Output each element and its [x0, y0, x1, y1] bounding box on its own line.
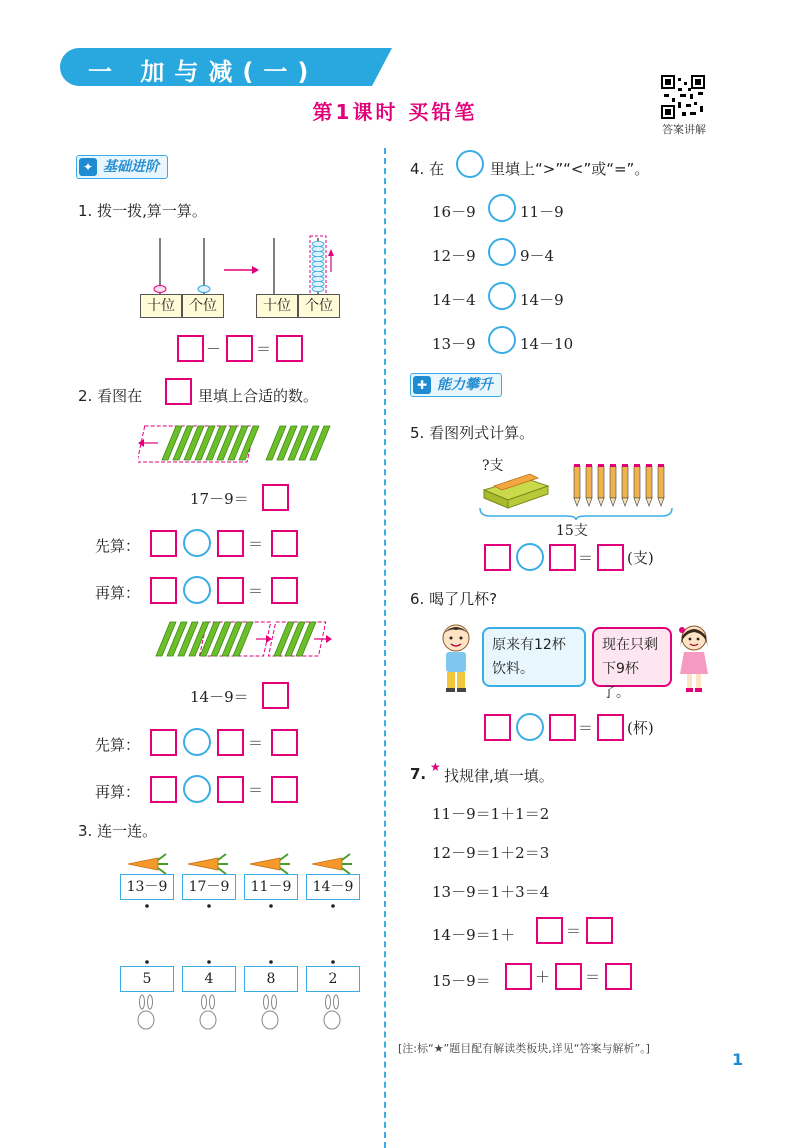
q4-row3-circle[interactable] — [488, 282, 516, 310]
q6-operator-circle[interactable] — [516, 713, 544, 741]
q2-then1-box-a[interactable] — [150, 577, 177, 604]
q7-line5-equals: ＝ — [585, 968, 601, 986]
q7-line-5-prefix: 15－9＝ — [432, 972, 491, 990]
q1-minus: － — [206, 340, 222, 358]
footer-note: [注:标“★”题目配有解读类板块,详见“答案与解析”。] — [398, 1042, 650, 1055]
q2-first2-box-b[interactable] — [217, 729, 244, 756]
abacus-label-tens-1: 十位 — [140, 294, 182, 318]
q7-line5-box-b[interactable] — [555, 963, 582, 990]
page-number: 1 — [732, 1050, 744, 1069]
q3-answer-1: 5 — [120, 966, 174, 992]
q1-title: 1. 拨一拨,算一算。 — [78, 202, 207, 220]
q5-unknown-label: ?支 — [482, 458, 504, 474]
q5-box-a[interactable] — [484, 544, 511, 571]
section-basic-label: 基础进阶 — [103, 159, 159, 175]
q2-first-label-1: 先算： — [95, 537, 141, 555]
pencil-box-and-pencils — [478, 456, 674, 520]
q1-answer-box-2[interactable] — [226, 335, 253, 362]
q2-first2-box-a[interactable] — [150, 729, 177, 756]
q3-answer-2: 4 — [182, 966, 236, 992]
q7-line-4-prefix: 14－9＝1＋ — [432, 926, 516, 944]
q2-then1-equals: ＝ — [248, 582, 264, 600]
q5-unit: (支) — [627, 549, 654, 567]
q4-row3-left: 14－4 — [432, 291, 476, 309]
q7-line5-box-c[interactable] — [605, 963, 632, 990]
column-divider — [384, 148, 386, 1148]
q1-answer-box-1[interactable] — [177, 335, 204, 362]
q6-equals: ＝ — [578, 719, 594, 737]
q7-line-1: 11－9＝1＋1＝2 — [432, 805, 550, 823]
q7-line5-plus: ＋ — [535, 968, 551, 986]
q2-equation-1: 17－9＝ — [190, 490, 249, 508]
q3-expr-1: 13－9 — [120, 874, 174, 900]
q1-answer-box-3[interactable] — [276, 335, 303, 362]
q1-equals: ＝ — [256, 340, 272, 358]
q2-then2-equals: ＝ — [248, 781, 264, 799]
q6-box-b[interactable] — [549, 714, 576, 741]
q4-row4-circle[interactable] — [488, 326, 516, 354]
q4-title-pre: 4. 在 — [410, 160, 445, 178]
girl-speech-bubble: 现在只剩下9杯了。 — [592, 627, 672, 687]
q6-box-a[interactable] — [484, 714, 511, 741]
q2-first2-equals: ＝ — [248, 734, 264, 752]
q2-title-post: 里填上合适的数。 — [198, 387, 319, 405]
q7-line4-equals: ＝ — [566, 922, 582, 940]
q2-then-label-2: 再算： — [95, 783, 141, 801]
rabbit-icons — [124, 994, 364, 1034]
q3-connection-dots — [120, 900, 360, 970]
q3-expr-2: 17－9 — [182, 874, 236, 900]
q4-row2-left: 12－9 — [432, 247, 476, 265]
q2-first1-equals: ＝ — [248, 535, 264, 553]
qr-caption: 答案讲解 — [662, 123, 706, 136]
q2-first1-box-b[interactable] — [217, 530, 244, 557]
q2-equation-2: 14－9＝ — [190, 688, 249, 706]
q5-operator-circle[interactable] — [516, 543, 544, 571]
q7-line-3: 13－9＝1＋3＝4 — [432, 883, 550, 901]
section-tag-basic — [76, 155, 168, 179]
q2-then2-box-c[interactable] — [271, 776, 298, 803]
q4-row1-left: 16－9 — [432, 203, 476, 221]
q3-title: 3. 连一连。 — [78, 822, 158, 840]
qr-code-icon[interactable] — [660, 74, 706, 120]
q2-eq2-answer-box[interactable] — [262, 682, 289, 709]
climber-icon: ✚ — [413, 376, 431, 394]
q2-first2-box-c[interactable] — [271, 729, 298, 756]
runner-icon: ✦ — [79, 158, 97, 176]
q2-first2-operator-circle[interactable] — [183, 728, 211, 756]
q6-title: 6. 喝了几杯? — [410, 590, 498, 608]
q6-box-c[interactable] — [597, 714, 624, 741]
boy-illustration — [436, 622, 480, 694]
abacus-label-ones-1: 个位 — [182, 294, 224, 318]
abacus-label-tens-2: 十位 — [256, 294, 298, 318]
q3-answer-3: 8 — [244, 966, 298, 992]
abacus-label-ones-2: 个位 — [298, 294, 340, 318]
q5-equals: ＝ — [578, 549, 594, 567]
q4-row2-right: 9－4 — [520, 247, 555, 265]
q2-title-pre: 2. 看图在 — [78, 387, 143, 405]
q2-then1-box-c[interactable] — [271, 577, 298, 604]
q7-title — [444, 765, 554, 786]
carrot-icons — [118, 852, 368, 876]
q2-then-label-1: 再算： — [95, 584, 141, 602]
q7-line4-box-a[interactable] — [536, 917, 563, 944]
lesson-title: 第1课时 买铅笔 — [312, 100, 478, 124]
q4-row3-right: 14－9 — [520, 291, 564, 309]
q2-title-box — [165, 378, 192, 405]
q4-row1-right: 11－9 — [520, 203, 564, 221]
q7-line4-box-b[interactable] — [586, 917, 613, 944]
chapter-title: 一 加与减(一) — [88, 58, 319, 86]
q5-total-label: 15支 — [556, 523, 588, 539]
q3-expr-3: 11－9 — [244, 874, 298, 900]
q2-then2-operator-circle[interactable] — [183, 775, 211, 803]
q6-unit: (杯) — [627, 719, 654, 737]
q2-first-label-2: 先算： — [95, 736, 141, 754]
boy-speech-bubble: 原来有12杯饮料。 — [482, 627, 586, 687]
q2-first1-operator-circle[interactable] — [183, 529, 211, 557]
q7-number: 7. — [410, 765, 427, 783]
q4-title-circle — [456, 150, 484, 178]
q4-title-post: 里填上“>”“<”或“=”。 — [490, 160, 650, 178]
section-advanced-label: 能力攀升 — [437, 377, 493, 393]
q2-then1-box-b[interactable] — [217, 577, 244, 604]
q4-row1-circle[interactable] — [488, 194, 516, 222]
q2-then2-box-a[interactable] — [150, 776, 177, 803]
q2-first1-box-a[interactable] — [150, 530, 177, 557]
section-tag-advanced — [410, 373, 502, 397]
girl-illustration — [676, 622, 712, 694]
chapter-banner — [60, 48, 372, 86]
q7-title-visible: 找规律,填一填。 — [444, 767, 554, 785]
q7-line5-box-a[interactable] — [505, 963, 532, 990]
q4-row2-circle[interactable] — [488, 238, 516, 266]
q2-then1-operator-circle[interactable] — [183, 576, 211, 604]
q5-box-c[interactable] — [597, 544, 624, 571]
sticks-picture-2 — [152, 616, 342, 664]
q2-then2-box-b[interactable] — [217, 776, 244, 803]
q4-row4-right: 14－10 — [520, 335, 574, 353]
q7-line-2: 12－9＝1＋2＝3 — [432, 844, 550, 862]
q3-expr-4: 14－9 — [306, 874, 360, 900]
q2-eq1-answer-box[interactable] — [262, 484, 289, 511]
q5-box-b[interactable] — [549, 544, 576, 571]
q4-row4-left: 13－9 — [432, 335, 476, 353]
sticks-picture-1 — [138, 420, 338, 470]
q2-first1-box-c[interactable] — [271, 530, 298, 557]
q3-answer-4: 2 — [306, 966, 360, 992]
q5-title: 5. 看图列式计算。 — [410, 424, 535, 442]
q7-star-icon: ★ — [430, 760, 441, 774]
